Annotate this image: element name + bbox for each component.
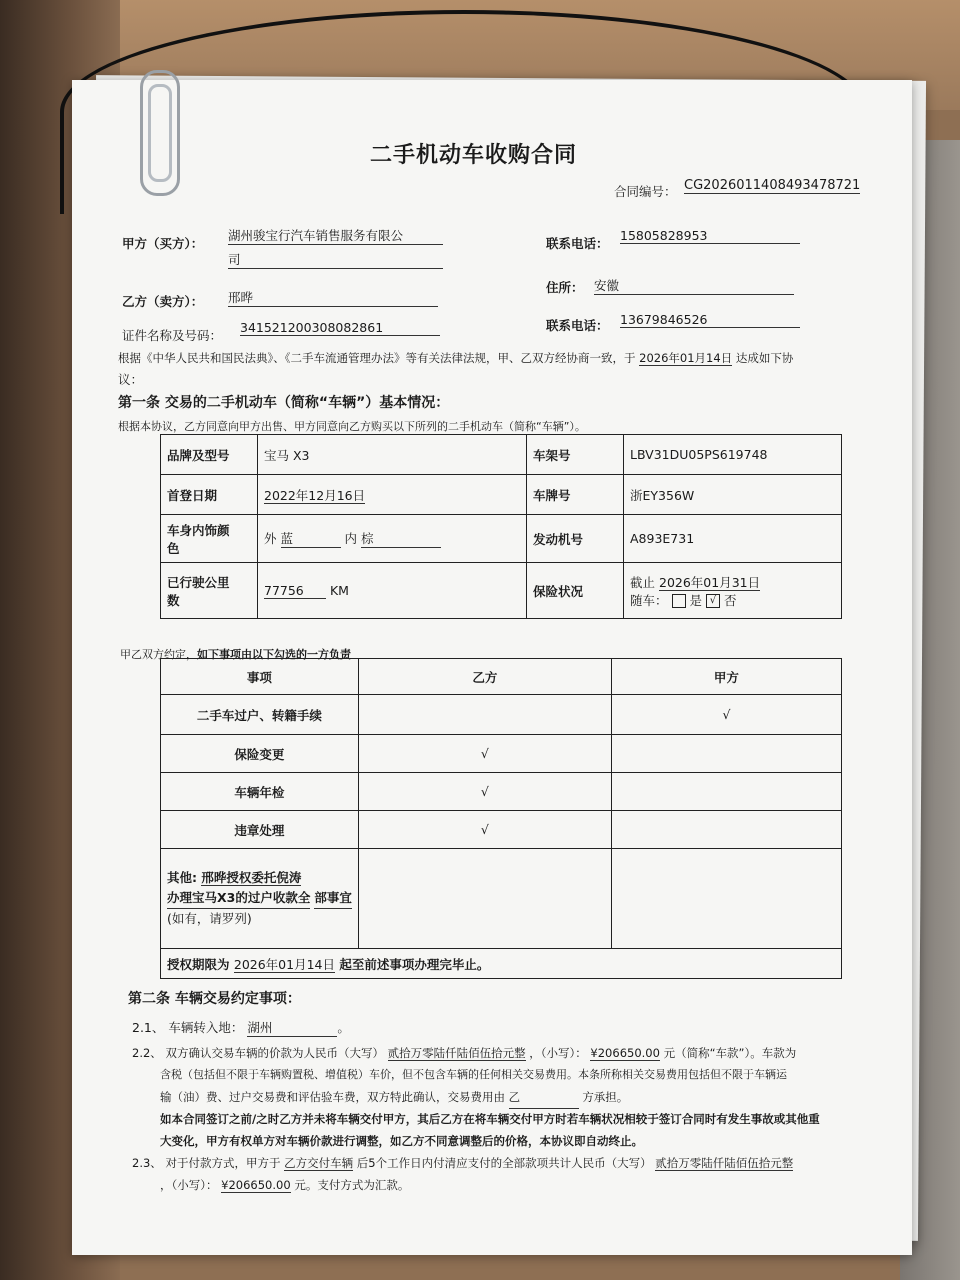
c22-line2: 含税（包括但不限于车辆购置税、增值税）车价，但不包含车辆的任何相关交易费用。本条所称相关交易费用包括但不限于车辆运 [160,1068,787,1081]
party-a-label: 甲方（买方）： [122,236,204,251]
c23-t2: 后5个工作日内付清应支付的全部款项共计人民币（大写） [356,1156,652,1170]
party-a-name: 湖州骏宝行汽车销售服务有限公 [228,226,443,245]
mileage-value: 77756 [264,583,326,599]
preamble-part2: 达成如下协 [735,351,794,365]
plate-value: 浙EY356W [624,475,842,515]
vehicle-table [160,434,842,619]
duties-intro-b: 如下事项由以下勾选的一方负责 [197,648,351,661]
col-party-a: 甲方 [611,659,841,695]
paperclip-inner [148,84,172,182]
engine-value: A893E731 [624,515,842,563]
no-checkbox[interactable]: √ [706,594,720,608]
mileage-label [161,563,258,619]
int-label: 内 [344,531,357,546]
duty-a-mark[interactable]: √ [611,695,841,735]
auth-label: 授权期限为 [167,956,230,972]
color-label-line2: 色 [167,540,180,556]
color-cell [258,515,527,563]
duty-item: 车辆年检 [161,773,359,811]
ins-until-date: 2026年01月31日 [659,574,761,590]
mileage-unit: KM [329,582,349,598]
party-b-phone: 13679846526 [620,312,800,328]
preamble-end: 议： [118,372,144,387]
party-b-label: 乙方（卖方）： [122,294,204,309]
ext-color: 蓝 [281,529,341,548]
table-row [161,695,842,735]
int-color: 棕 [361,529,441,548]
c22-t3: 元（简称“车款”）。车款为 [663,1046,797,1060]
other-hint: (如有，请罗列) [167,911,252,926]
c21-no: 2.1、 [132,1020,165,1035]
contract-no-label: 合同编号： [614,184,677,199]
reg-date: 2022年12月16日 [264,487,366,503]
c23-upper: 贰拾万零陆仟陆佰伍拾元整 [655,1156,794,1170]
party-b-id-label: 证件名称及号码： [122,328,223,343]
duty-a-mark[interactable] [611,773,841,811]
auth-period [161,949,842,979]
brand-label: 品牌及型号 [161,435,258,475]
c23-no: 2.3、 [132,1156,162,1170]
party-a-phone-label: 联系电话： [546,236,609,251]
party-b-address: 安徽 [594,276,794,295]
c23-t3: ，（小写）： [160,1178,218,1192]
contract-page [72,80,912,1255]
duty-item: 二手车过户、转籍手续 [161,695,359,735]
ext-label: 外 [264,531,277,546]
mileage-label-line1: 已行驶公里 [167,574,230,590]
clause-2-2 [132,1042,872,1109]
duty-b-mark[interactable] [358,695,611,735]
reg-date-label: 首登日期 [161,475,258,515]
c21-value: 湖州 [247,1018,337,1037]
col-item: 事项 [161,659,359,695]
bold-notice [160,1108,820,1152]
other-cell [161,849,359,949]
duty-b-mark[interactable]: √ [358,773,611,811]
with-car-label: 随车： [630,592,668,608]
table-row [161,773,842,811]
bold-notice-1: 如本合同签订之前/之时乙方并未将车辆交付甲方，其后乙方在将车辆交付甲方时若车辆状况相较于签订合同时有发生事故或其他重 [160,1112,820,1126]
c21-end: 。 [337,1020,350,1035]
preamble-text [118,350,793,366]
duty-b-mark[interactable]: √ [358,811,611,849]
preamble-date: 2026年01月14日 [639,351,733,365]
party-b-id: 341521200308082861 [240,320,440,336]
table-row [161,811,842,849]
auth-date: 2026年01月14日 [233,956,335,972]
party-b-phone-label: 联系电话： [546,318,609,333]
other-a [611,849,841,949]
party-b-name: 邢晔 [228,288,438,307]
bold-notice-2: 大变化，甲方有权单方对车辆价款进行调整，如乙方不同意调整后的价格，本协议即自动终止。 [160,1134,643,1148]
other-text-3: 部事宜 [314,888,352,909]
table-row [161,735,842,773]
duties-intro-a: 甲乙双方约定， [120,648,197,661]
section1-intro: 根据本协议，乙方同意向甲方出售、甲方同意向乙方购买以下所列的二手机动车（简称“车辆”）。 [118,420,586,433]
other-text-1: 邢晔授权委托倪涛 [201,870,302,885]
no-label: 否 [723,592,737,608]
c23-lower: ¥206650.00 [221,1178,291,1192]
c23-t4: 元。支付方式为汇款。 [294,1178,410,1192]
col-party-b: 乙方 [358,659,611,695]
clause-2-1 [132,1018,350,1037]
engine-label: 发动机号 [527,515,624,563]
c21-label: 车辆转入地： [168,1020,244,1035]
color-label [161,515,258,563]
doc-title: 二手机动车收购合同 [370,143,578,168]
duty-b-mark[interactable]: √ [358,735,611,773]
mileage-cell [258,563,527,619]
duty-item: 违章处理 [161,811,359,849]
party-b-address-label: 住所： [546,280,584,295]
ins-until-label: 截止 [630,574,656,590]
duties-table [160,658,842,979]
c22-line3a: 输（油）费、过户交易费和评估验车费，双方特此确认，交易费用由 [160,1090,505,1104]
contract-no: CG2026011408493478721 [684,178,861,193]
c22-lower: ¥206650.00 [590,1046,660,1060]
reg-date-cell [258,475,527,515]
section1-heading: 第一条 交易的二手机动车（简称“车辆”）基本情况： [118,395,450,411]
c22-payer: 乙 [509,1086,579,1109]
yes-checkbox[interactable] [672,594,686,608]
section2-heading: 第二条 车辆交易约定事项： [128,991,301,1007]
vin-value: LBV31DU05PS619748 [624,435,842,475]
insurance-label: 保险状况 [527,563,624,619]
vin-label: 车架号 [527,435,624,475]
insurance-cell [624,563,842,619]
c22-t2: ，（小写）： [529,1046,587,1060]
duty-item: 保险变更 [161,735,359,773]
c23-cond: 乙方交付车辆 [284,1156,354,1170]
brand-value: 宝马 X3 [258,435,527,475]
party-a-phone: 15805828953 [620,228,800,244]
duty-a-mark[interactable] [611,811,841,849]
yes-label: 是 [689,592,702,608]
other-label: 其他: [167,870,197,885]
color-label-line1: 车身内饰颜 [167,522,230,538]
party-a-name-cont: 司 [228,250,443,269]
duty-a-mark[interactable] [611,735,841,773]
preamble-part1: 根据《中华人民共和国民法典》、《二手车流通管理办法》等有关法律法规，甲、乙双方经协商一致，于 [118,351,636,365]
c22-no: 2.2、 [132,1046,162,1060]
other-b [358,849,611,949]
c22-upper: 贰拾万零陆仟陆佰伍拾元整 [387,1046,526,1060]
c23-t1: 对于付款方式，甲方于 [165,1156,281,1170]
mileage-label-line2: 数 [167,592,180,608]
clause-2-3 [132,1152,793,1196]
c22-line3b: 方承担。 [582,1090,629,1104]
c22-t1: 双方确认交易车辆的价款为人民币（大写） [165,1046,384,1060]
plate-label: 车牌号 [527,475,624,515]
auth-tail: 起至前述事项办理完毕止。 [339,956,490,972]
other-text-2: 办理宝马X3的过户收款全 [167,888,310,909]
